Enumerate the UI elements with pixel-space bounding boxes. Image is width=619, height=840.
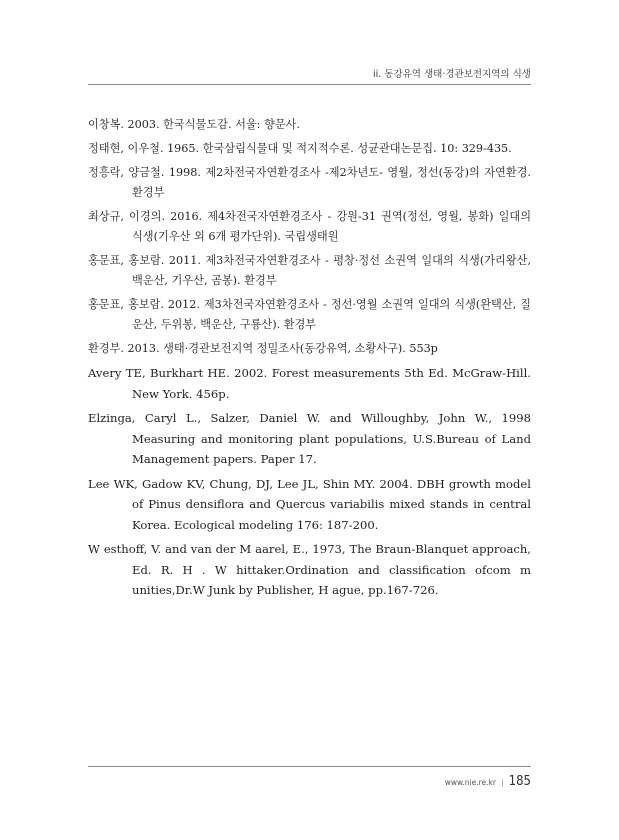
page-footer [445, 774, 531, 789]
reference-entry: 홍문표, 홍보람. 2012. 제3차전국자연환경조사 - 정선·영월 소권역 일대의 식생(완택산, 질운산, 두위봉, 백운산, 구룡산). 환경부 [88, 298, 531, 331]
reference-entry: 환경부. 2013. 생태·경관보전지역 정밀조사(동강유역, 소황사구). 553p [88, 342, 438, 355]
footer-separator: | [500, 778, 504, 787]
footer-divider [88, 766, 531, 767]
reference-entry: Lee WK, Gadow KV, Chung, DJ, Lee JL, Shin MY. 2004. DBH growth model of Pinus densiflora and Quercus variabilis mixed stands in central Korea. Ecological modeling 176: 187-200. [88, 476, 531, 532]
reference-entry: W esthoff, V. and van der M aarel, E., 1973, The Braun-Blanquet approach, Ed. R. H . W hittaker.Ordination and classification ofcom m unities,Dr.W Junk by Publisher, H ague, pp.167-726. [88, 542, 531, 597]
reference-list [88, 115, 531, 605]
page-number: 185 [508, 774, 531, 789]
running-header [88, 62, 531, 85]
reference-entry: 정흥락, 양금철. 1998. 제2차전국자연환경조사 -제2차년도- 영월, 정선(동강)의 자연환경. 환경부 [88, 166, 531, 199]
footer-url: www.nie.re.kr [444, 778, 496, 787]
reference-entry: 홍문표, 홍보람. 2011. 제3차전국자연환경조사 - 평창·정선 소권역 일대의 식생(가리왕산, 백운산, 기우산, 곰봉). 환경부 [88, 254, 531, 287]
reference-entry: Elzinga, Caryl L., Salzer, Daniel W. and Willoughby, John W., 1998 Measuring and monitoring plant populations, U.S.Bureau of Land Management papers. Paper 17. [88, 411, 531, 466]
header-section-title: ii. 동강유역 생태·경관보전지역의 식생 [372, 69, 531, 80]
reference-entry: 최상규, 이경의. 2016. 제4차전국자연환경조사 - 강원-31 권역(정선, 영월, 봉화) 일대의 식생(기우산 외 6개 평가단위). 국립생태원 [88, 210, 531, 243]
reference-entry: 이창복. 2003. 한국식물도감. 서울: 향문사. [88, 118, 300, 131]
reference-entry: Avery TE, Burkhart HE. 2002. Forest measurements 5th Ed. McGraw-Hill. New York. 456p. [88, 366, 531, 401]
reference-entry: 정태현, 이우철. 1965. 한국삼림식물대 및 적지적수론. 성균관대논문집. 10: 329-435. [88, 142, 512, 155]
